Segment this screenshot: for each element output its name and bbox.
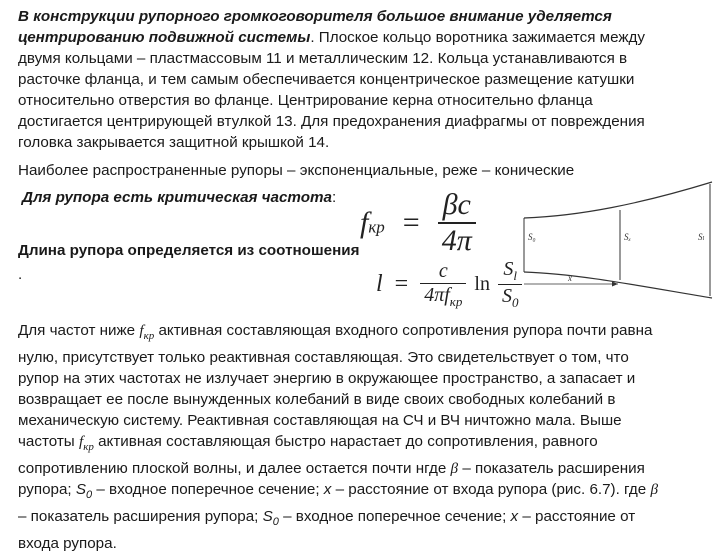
intro-line-2 bbox=[18, 27, 708, 48]
formula2-ln: ln bbox=[474, 273, 490, 295]
ratio-num-sub: l bbox=[513, 268, 518, 283]
explanation-line-10: входа рупора. bbox=[18, 535, 117, 553]
explanation-line-5: механическую систему. Реактивная составляющая на СЧ и ВЧ ничтожно мала. Выше bbox=[18, 412, 622, 430]
formula2-denominator bbox=[420, 283, 466, 310]
explanation-paragraph bbox=[18, 320, 714, 554]
horn-diagram bbox=[520, 180, 718, 300]
l9-s0: 0 bbox=[272, 516, 279, 529]
critical-frequency-formula bbox=[360, 188, 476, 257]
critical-frequency-text: Для рупора есть критическая частота bbox=[22, 189, 332, 206]
horn-upper-curve bbox=[524, 182, 712, 218]
explanation-line-6 bbox=[18, 431, 714, 458]
explanation-line-2: нулю, присутствует только реактивная составляющая. Это свидетельствует о том, что bbox=[18, 349, 629, 367]
dot-line: . bbox=[18, 266, 23, 283]
intro-paragraph bbox=[18, 6, 708, 153]
l1-sub: кр bbox=[143, 330, 155, 343]
l8a: рупора; bbox=[18, 481, 76, 499]
label-s0: S₀ bbox=[528, 232, 536, 242]
l7b: – показатель расширения bbox=[458, 460, 645, 478]
intro-line-5: относительно отверстия во фланце. Центрирование керна относительно фланца bbox=[18, 92, 593, 109]
l1a: Для частот ниже bbox=[18, 322, 140, 339]
explanation-line-4: возвращает ее после вынужденных колебаний в виде своих свободных колебаний в bbox=[18, 391, 616, 409]
l6b: активная составляющая быстро нарастает до сопротивления, равного bbox=[93, 433, 598, 451]
l7-beta: β bbox=[450, 460, 459, 478]
critical-frequency-label bbox=[22, 187, 336, 208]
intro-line-1: В конструкции рупорного громкоговорителя большое внимание уделяется bbox=[18, 8, 612, 25]
ratio-den-sub: 0 bbox=[511, 295, 519, 310]
l7a: сопротивлению плоской волны, и далее остается почти нгде bbox=[18, 460, 451, 478]
l9b: – входное поперечное сечение; bbox=[278, 508, 511, 526]
explanation-line-7 bbox=[18, 458, 714, 479]
intro-line-2-rest: . Плоское кольцо воротника зажимается между bbox=[310, 29, 646, 46]
formula1-lhs: f bbox=[360, 206, 369, 239]
horn-types-line: Наиболее распространенные рупоры – экспоненциальные, реже – конические bbox=[18, 162, 575, 179]
l6-sub: кр bbox=[83, 441, 94, 454]
formula2-den-sub: кр bbox=[449, 293, 463, 309]
l9-s: S bbox=[262, 508, 273, 526]
formula1-numerator: βc bbox=[442, 188, 471, 221]
formula1-fraction bbox=[438, 188, 476, 258]
formula2-ratio-den bbox=[498, 284, 523, 311]
l8-s: S bbox=[75, 481, 87, 499]
label-sl: Sₗ bbox=[698, 232, 705, 242]
l8-beta: β bbox=[650, 481, 659, 499]
formula2-ratio-num bbox=[498, 258, 523, 284]
horn-lower-curve bbox=[524, 272, 712, 298]
l9-x: x bbox=[510, 508, 519, 526]
formula2-fraction bbox=[420, 260, 466, 310]
l8b: – входное поперечное сечение; bbox=[92, 481, 324, 499]
intro-line-4: расточке фланца, и тем самым обеспечивается концентрическое размещение катушки bbox=[18, 71, 635, 88]
l6a: частоты bbox=[18, 433, 79, 451]
ratio-den-s: S bbox=[501, 285, 512, 307]
explanation-line-9 bbox=[18, 506, 714, 533]
formula1-lhs-sub: кр bbox=[368, 217, 385, 237]
l9a: – показатель расширения рупора; bbox=[18, 508, 263, 526]
horn-length-label: Длина рупора определяется из соотношения bbox=[18, 242, 360, 259]
label-x: x bbox=[568, 273, 572, 283]
explanation-line-3: рупор на этих частотах не излучает энергию в окружающее пространство, а запасает и bbox=[18, 370, 636, 388]
formula1-equals: = bbox=[402, 206, 420, 239]
formula2-ratio bbox=[498, 258, 523, 311]
formula2-den-a: 4πf bbox=[424, 283, 450, 306]
l9c: – расстояние от bbox=[518, 508, 636, 526]
explanation-line-8 bbox=[18, 479, 714, 506]
intro-line-6: достигается центрирующей втулкой 13. Для предохранения диафрагмы от повреждения bbox=[18, 113, 645, 130]
critical-colon: : bbox=[331, 189, 337, 206]
intro-line-3: двумя кольцами – пластмассовым 11 и металлическим 12. Кольца устанавливаются в bbox=[18, 50, 628, 67]
centering-term: центрированию подвижной системы bbox=[18, 29, 311, 46]
ratio-num-s: S bbox=[503, 258, 514, 280]
label-sx: Sₓ bbox=[624, 232, 632, 242]
l1b: активная составляющая входного сопротивления рупора почти равна bbox=[154, 322, 653, 339]
l8-s0: 0 bbox=[86, 489, 93, 502]
l6-f: f bbox=[78, 433, 84, 451]
l8c: – расстояние от входа рупора (рис. 6.7). где bbox=[331, 481, 651, 499]
formula2-numerator: c bbox=[438, 259, 448, 282]
horn-length-formula bbox=[376, 258, 522, 316]
formula1-denominator: 4π bbox=[438, 222, 476, 258]
l8-x: x bbox=[323, 481, 332, 499]
explanation-line-1 bbox=[18, 320, 714, 347]
formula2-equals: = bbox=[394, 271, 409, 297]
intro-line-7: головка закрывается защитной крышкой 14. bbox=[18, 134, 330, 151]
formula2-lhs: l bbox=[376, 271, 383, 297]
l1-f: f bbox=[139, 322, 144, 339]
